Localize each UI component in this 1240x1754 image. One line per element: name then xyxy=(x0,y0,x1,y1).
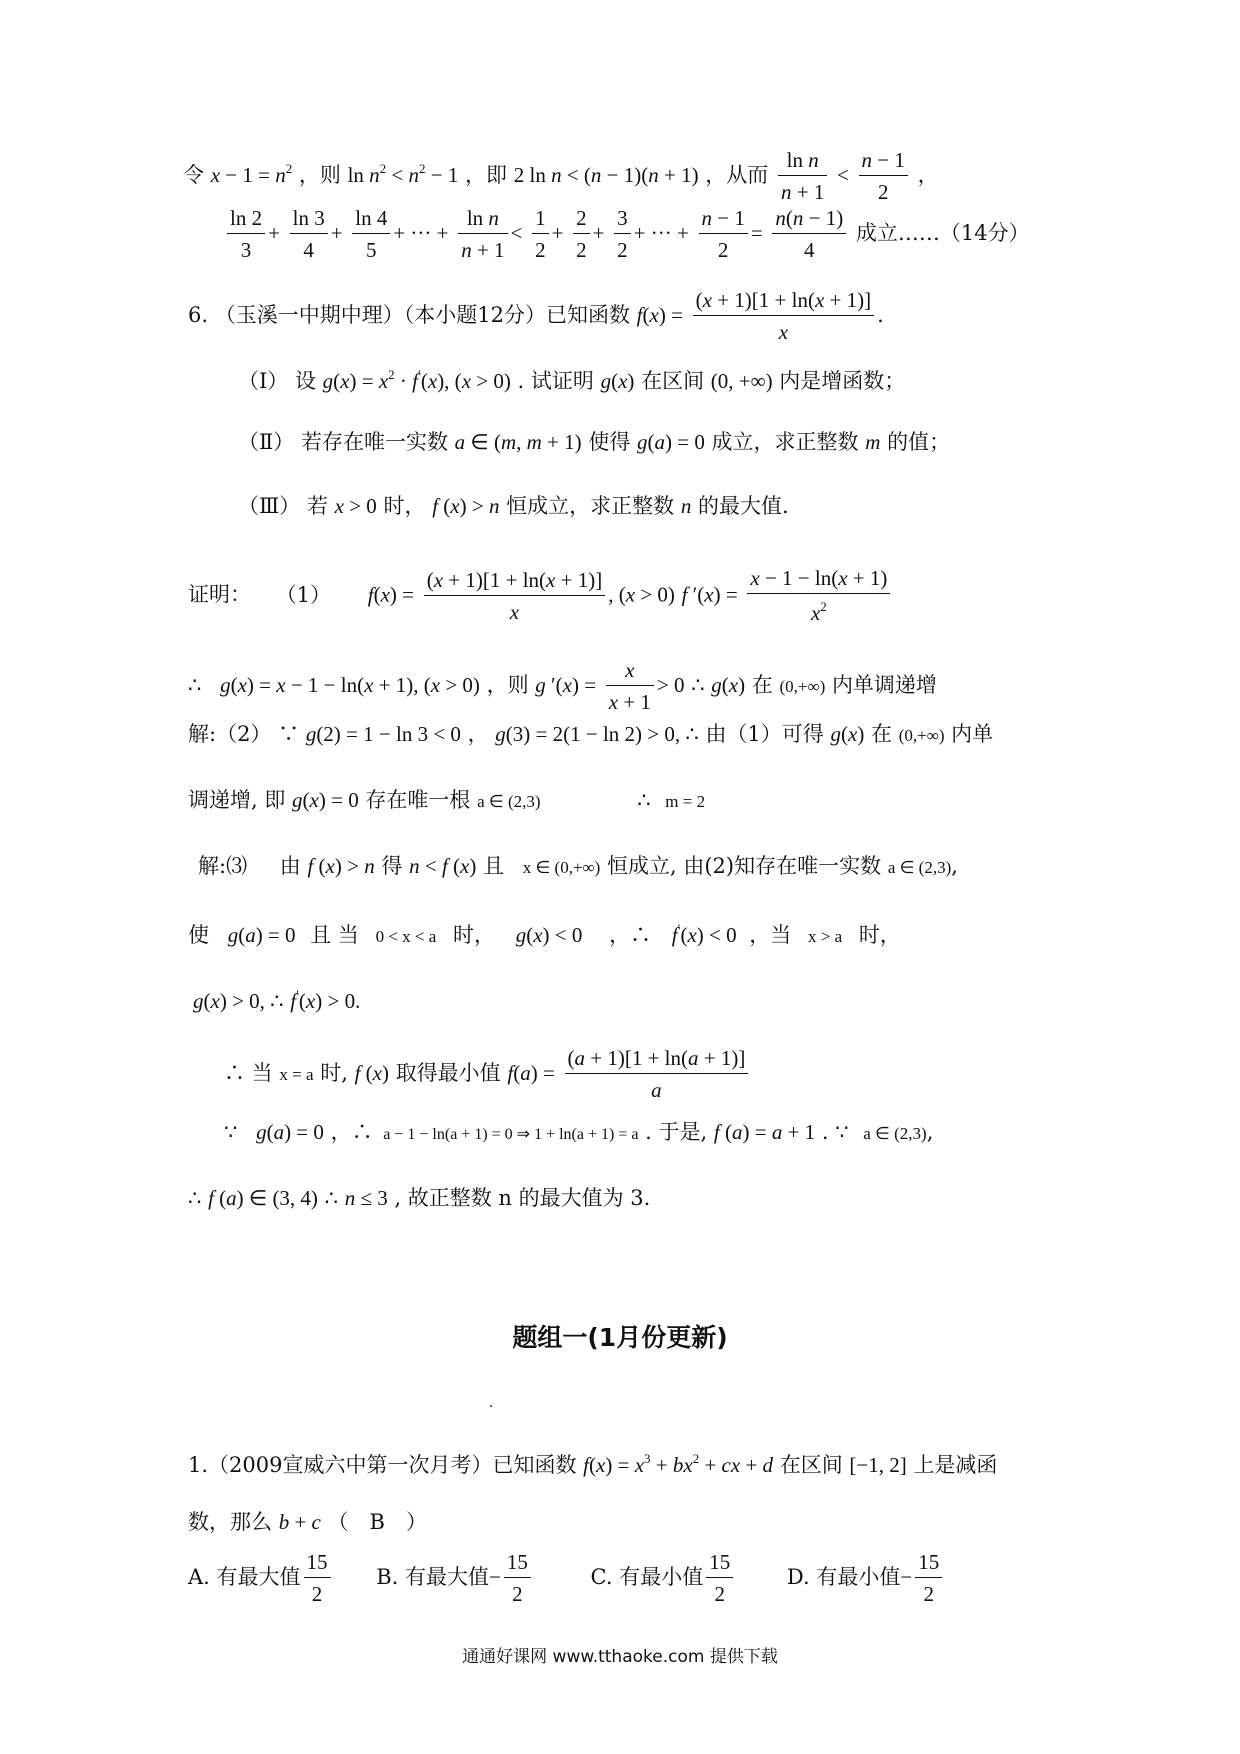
text: 且 xyxy=(483,854,505,878)
solution-line-7: g(x) > 0, ∴ f′(x) > 0. xyxy=(193,987,361,1013)
text: 时, xyxy=(320,1061,348,1085)
fraction: $\frac{15}{2}$ xyxy=(304,1552,331,1605)
solution-line-8: ∴ 当 x = a 时, f (x) 取得最小值 f(a) = $\frac{(a + 1)[1 + \ln(a + 1)]}{a}$ xyxy=(224,1048,751,1101)
because-symbol: ∵ xyxy=(224,1120,238,1144)
text: 且 当 xyxy=(310,923,359,947)
text: 调递增, 即 xyxy=(188,788,286,812)
section-heading: 题组一(1月份更新) xyxy=(512,1323,728,1352)
solution-line-3: 解:（2） ∵ g(2) = 1 − ln 3 < 0 ， g(3) = 2(1 − ln 2) > 0, ∴ 由（1）可得 g(x) 在 (0,+∞) 内单 xyxy=(188,722,994,746)
option-c xyxy=(590,1550,743,1606)
therefore-symbol: ∴ xyxy=(188,673,202,697)
text: 时， xyxy=(453,923,496,947)
text: 成立……（14分） xyxy=(855,221,1030,245)
problem-1-stem-continued: 数，那么 b + c （ B ） xyxy=(188,1510,427,1534)
because-symbol: ∵ xyxy=(278,722,300,746)
text: 的最大值. xyxy=(698,494,789,518)
text: 由 xyxy=(279,854,301,878)
label: （Ⅰ） xyxy=(238,369,289,393)
text: 若 xyxy=(306,494,328,518)
problem-1-options xyxy=(188,1552,945,1605)
stray-dot xyxy=(490,1405,492,1407)
label: （Ⅲ） xyxy=(238,494,301,518)
subquestion-3: （Ⅲ） 若 x > 0 时， f (x) > n 恒成立，求正整数 n 的最大值. xyxy=(238,494,789,518)
text: 解:⑶ xyxy=(198,854,248,878)
text: ，∴ xyxy=(609,923,652,947)
text: . 于是, xyxy=(645,1120,708,1144)
therefore-symbol: ∴ xyxy=(637,788,651,812)
therefore-symbol: ∴ xyxy=(270,989,284,1013)
option-label: C. 有最小值 xyxy=(590,1565,704,1589)
text: 使得 xyxy=(588,430,631,454)
text: 1.（2009宣威六中第一次月考）已知函数 xyxy=(188,1453,577,1477)
option-label: A. 有最大值 xyxy=(188,1565,301,1589)
text: ，从而 xyxy=(705,163,769,187)
text: ∴ 当 xyxy=(224,1061,273,1085)
text: 在区间 xyxy=(779,1453,843,1477)
text: 设 xyxy=(294,369,316,393)
fraction: $\frac{15}{2}$ xyxy=(706,1552,733,1605)
text: ，∴ xyxy=(330,1120,373,1144)
text: 内是增函数； xyxy=(779,369,906,393)
fraction: $\frac{n - 1}{2}$ xyxy=(859,150,908,203)
text: ，当 xyxy=(749,923,792,947)
text: . ∵ xyxy=(821,1120,849,1144)
text: 上是减函 xyxy=(913,1453,998,1477)
text: 由（1）可得 xyxy=(705,722,824,746)
text: （玉溪一中期中理）（本小题12分）已知函数 xyxy=(214,303,630,327)
text: 取得最小值 xyxy=(395,1061,501,1085)
fraction: $\frac{x - 1 - \ln(x + 1)}{x^2}$ xyxy=(747,568,890,624)
fraction: $\frac{1}{2}$ xyxy=(532,208,549,261)
solution-line-4: 调递增, 即 g(x) = 0 存在唯一根 a ∈ (2,3) ∴ m = 2 xyxy=(188,788,706,812)
option-label: B. 有最大值 xyxy=(376,1565,490,1589)
text: 的值； xyxy=(887,430,951,454)
text: 在区间 xyxy=(641,369,705,393)
label: （Ⅱ） xyxy=(238,430,295,454)
fraction: $\frac{(x + 1)[1 + \ln(x + 1)]}{x}$ xyxy=(424,570,606,623)
fraction: $\frac{x}{x + 1}$ xyxy=(606,660,654,713)
subquestion-1: （Ⅰ） 设 $g(x) = x^2 \cdot f'(x)$, (x > 0) . 试证明 g(x) 在区间 (0, +∞) 内是增函数； xyxy=(238,367,906,393)
option-b: B. 有最大值− $\frac{15}{2}$ xyxy=(376,1565,540,1589)
text: 成立，求正整数 xyxy=(711,430,859,454)
sum-inequality-line: $\frac{\ln 2}{3}$ + $\frac{\ln 3}{4}$ + $\frac{\ln 4}{5}$ + ··· + $\frac{\text{ln n}}{n + 1}$ < $\frac{1}{2}$ + $\frac{2}{2}$ + $\frac{3}{2}$ + ··· + $\frac{n - 1}{2}$ = $\frac{n(n - 1)}{4}$ 成立……（14分） xyxy=(224,208,1030,261)
text: ，则 xyxy=(298,163,341,187)
solution-line-10: ∴ f (a) ∈ (3, 4) ∴ n ≤ 3 , 故正整数 n 的最大值为 3. xyxy=(188,1186,651,1210)
formula: ln xyxy=(347,163,370,187)
problem-6-stem: 6. （玉溪一中期中理）（本小题12分）已知函数 f(x) = $\frac{(x + 1)[1 + \ln(x + 1)]}{x}$ . xyxy=(188,288,884,344)
text: 恒成立，求正整数 xyxy=(506,494,675,518)
text: 得 xyxy=(381,854,403,878)
solution-line-1: 证明： （1） f(x) = $\frac{(x + 1)[1 + \ln(x + 1)]}{x}$ , (x > 0) f ′(x) = $\frac{x - 1 - \ln(x + 1)}{x^2}$ xyxy=(188,568,893,624)
fraction: $\frac{3}{2}$ xyxy=(614,208,631,261)
text: 时， xyxy=(858,923,901,947)
text: ， xyxy=(467,722,489,746)
fraction: $\frac{15}{2}$ xyxy=(915,1552,942,1605)
text: 在 xyxy=(871,722,893,746)
text: 内单 xyxy=(951,722,994,746)
problem-1-stem: 1.（2009宣威六中第一次月考）已知函数 $f(x) = x^3 + bx^2$ + cx + d 在区间 [−1, 2] 上是减函 xyxy=(188,1451,998,1477)
text: 存在唯一根 xyxy=(365,788,471,812)
option-label: D. 有最小值 xyxy=(786,1565,901,1589)
text: , 故正整数 n 的最大值为 3. xyxy=(394,1186,651,1210)
fraction: $\frac{\ln 4}{5}$ xyxy=(352,208,390,261)
text: 数，那么 xyxy=(188,1510,272,1534)
solution-line-9: ∵ g(a) = 0 ，∴ a − 1 − ln(a + 1) = 0 ⇒ 1 + ln(a + 1) = a . 于是, f (a) = a + 1 . ∵ a ∈ (2,3), xyxy=(224,1120,934,1144)
fraction: $\frac{\text{ln n}}{n + 1}$ xyxy=(458,208,507,261)
solution-line-2: ∴ g(x) = x − 1 − ln(x + 1), (x > 0) ，则 g ′(x) = $\frac{x}{x + 1}$ > 0 ∴ g(x) 在 (0,+∞) 内单调递增 xyxy=(188,658,937,714)
fraction: $\frac{15}{2}$ xyxy=(504,1552,531,1605)
text: ，则 xyxy=(486,673,529,697)
formula: 2 ln xyxy=(513,163,552,187)
fraction: $\frac{n(n - 1)}{4}$ xyxy=(772,208,846,261)
text: ，即 xyxy=(465,163,508,187)
option-d: D. 有最小值− $\frac{15}{2}$ xyxy=(787,1565,945,1589)
fraction: $\frac{\ln 2}{3}$ xyxy=(227,208,265,261)
proof-intro-line: 令 $x - 1 = n^2$ ，则 $\ln n^2 < n^2 - 1$ ，即 2 ln n < (n − 1)(n + 1) ，从而 $\frac{\text{ln n}}{n + 1}$ < $\frac{n - 1}{2}$ ， xyxy=(183,148,939,204)
answer-choice: （ B ） xyxy=(327,1510,427,1534)
fraction: $\frac{(a + 1)[1 + \ln(a + 1)]}{a}$ xyxy=(565,1048,749,1101)
subquestion-2: （Ⅱ） 若存在唯一实数 a ∈ (m, m + 1) 使得 g(a) = 0 成立，求正整数 m 的值； xyxy=(238,430,951,454)
fraction: $\frac{\text{ln n}}{n + 1}$ xyxy=(778,150,827,203)
label: （1） xyxy=(275,582,332,607)
fraction: $\frac{\ln 3}{4}$ xyxy=(290,208,328,261)
formula: x xyxy=(210,163,221,187)
text: . 试证明 xyxy=(517,369,594,393)
fraction: $\frac{2}{2}$ xyxy=(573,208,590,261)
text: 令 xyxy=(183,163,204,187)
label: 证明： xyxy=(188,582,251,607)
text: 时， xyxy=(383,494,426,518)
therefore-symbol: ∴ xyxy=(691,673,705,697)
text: 恒成立, 由(2)知存在唯一实数 xyxy=(607,854,882,878)
text: 在 xyxy=(751,673,773,697)
text: 解:（2） xyxy=(188,722,272,746)
text: 使 xyxy=(188,923,209,947)
page-footer: 通通好课网 www.tthaoke.com 提供下载 xyxy=(462,1647,778,1667)
solution-line-5: 解:⑶ 由 f (x) > n 得 n < f (x) 且 x ∈ (0,+∞) 恒成立, 由(2)知存在唯一实数 a ∈ (2,3), xyxy=(198,854,958,878)
text: 若存在唯一实数 xyxy=(300,430,448,454)
problem-number: 6. xyxy=(188,303,209,327)
text: 内单调递增 xyxy=(831,673,937,697)
option-a xyxy=(188,1550,340,1606)
fraction: $\frac{n - 1}{2}$ xyxy=(699,208,748,261)
therefore-symbol: ∴ xyxy=(188,1186,202,1210)
therefore-symbol: ∴ xyxy=(324,1186,338,1210)
solution-line-6: 使 g(a) = 0 且 当 0 < x < a 时， g(x) < 0 ，∴ f′(x) < 0 ，当 x > a 时， xyxy=(188,921,901,947)
fraction: $\frac{(x + 1)[1 + \ln(x + 1)]}{x}$ xyxy=(693,290,875,343)
